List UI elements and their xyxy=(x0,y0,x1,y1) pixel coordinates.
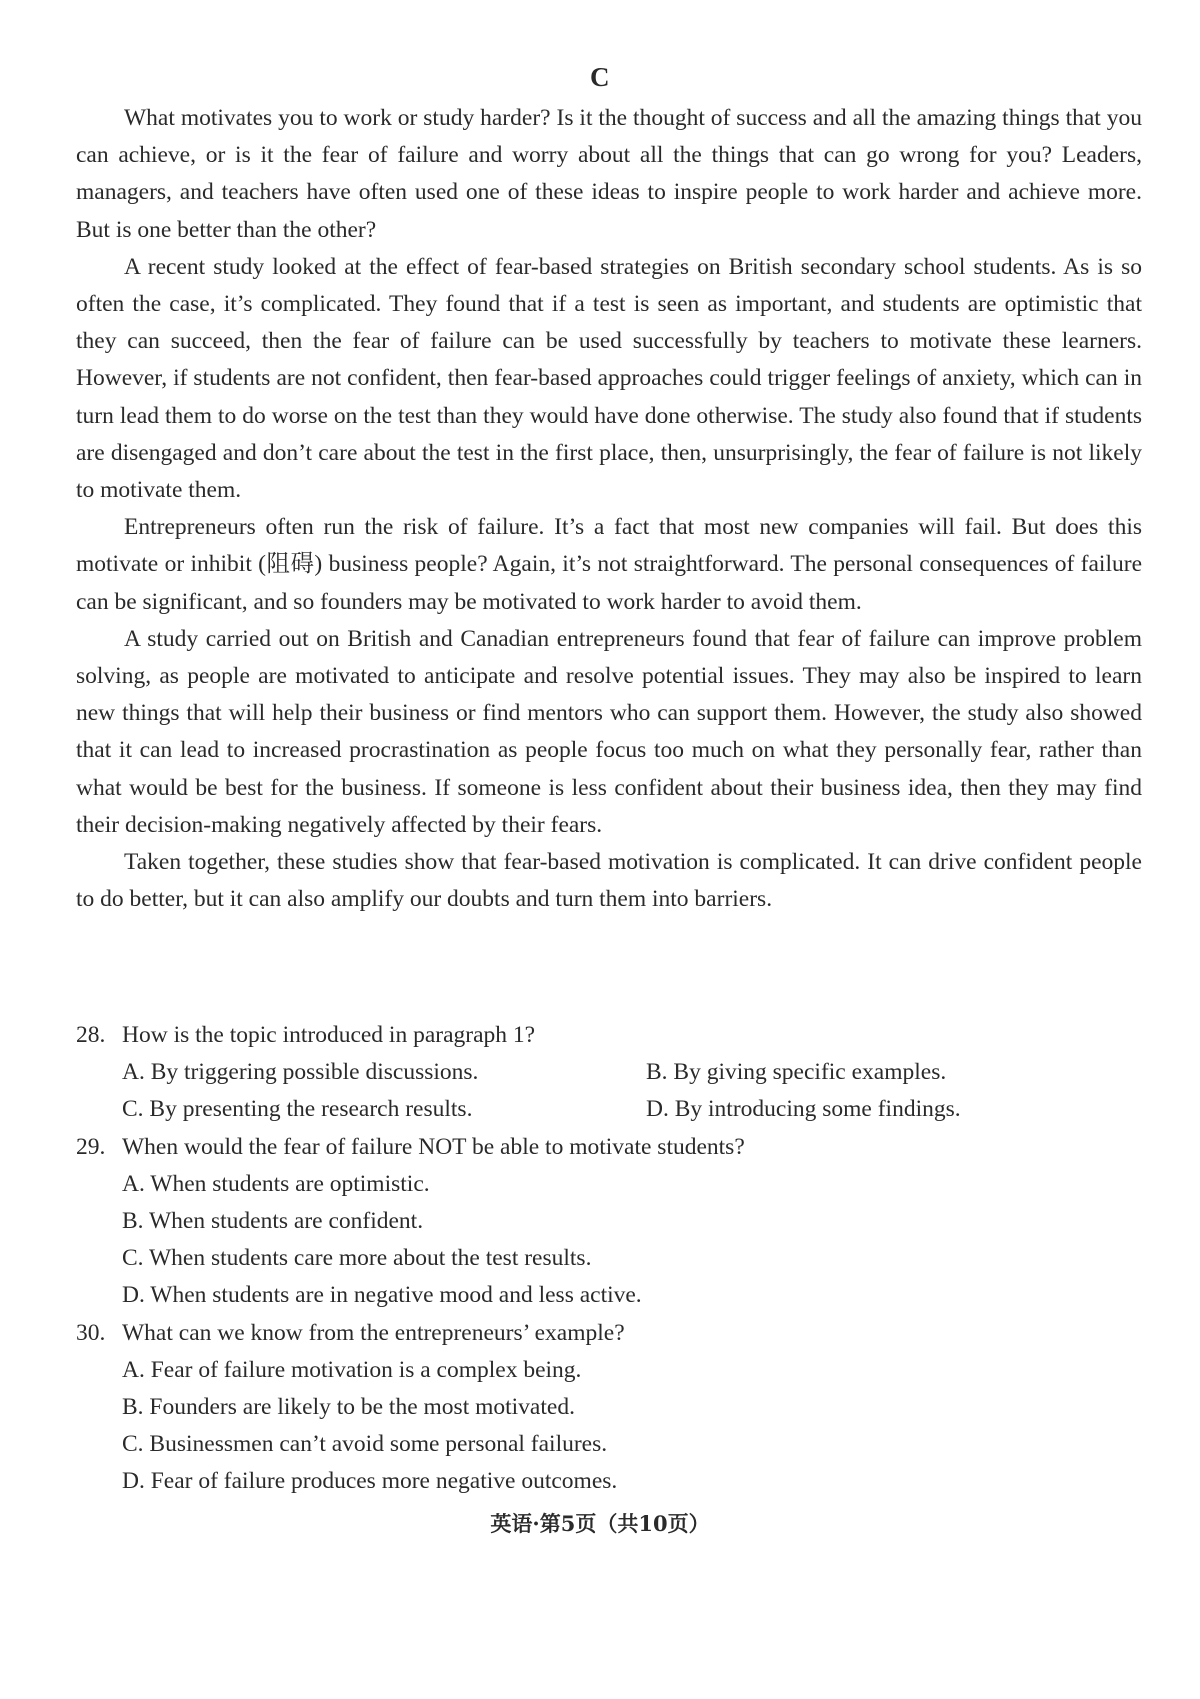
question-number: 29. xyxy=(76,1133,106,1160)
question-30 xyxy=(76,1315,1142,1501)
option-c: C. When students care more about the test results. xyxy=(122,1245,592,1272)
passage-paragraph-4: A study carried out on British and Canadian entrepreneurs found that fear of failure can improve problem solving, as people are motivated to anticipate and resolve potential issues. They may also be inspired to learn new things that will help their business or find mentors who can support them. However, the study also showed that it can lead to increased procrastination as people focus too much on what they personally fear, rather than what would be best for the business. If someone is less confident about their business idea, then they may find their decision-making negatively affected by their fears. xyxy=(76,625,1142,838)
section-letter: C xyxy=(590,62,610,92)
option-d: D. Fear of failure produces more negative outcomes. xyxy=(122,1468,618,1495)
option-c: C. Businessmen can’t avoid some personal failures. xyxy=(122,1431,608,1458)
question-stem xyxy=(76,1129,1142,1166)
option-b: B. Founders are likely to be the most motivated. xyxy=(122,1394,575,1421)
option-d: D. When students are in negative mood and less active. xyxy=(122,1282,642,1309)
option-group xyxy=(76,1352,1142,1501)
option-c: C. By presenting the research results. xyxy=(122,1096,473,1123)
question-number: 28. xyxy=(76,1022,106,1048)
passage-paragraph-3: Entrepreneurs often run the risk of failure. It’s a fact that most new companies will fail. But does this motivate or inhibit (阻碍) business people? Again, it’s not straightforward. The personal consequences of failure can be significant, and so founders may be motivated to work harder to avoid them. xyxy=(76,514,1142,615)
option-group xyxy=(76,1054,1142,1128)
passage-paragraph-2: A recent study looked at the effect of fear-based strategies on British secondary school students. As is so often the case, it’s complicated. They found that if a test is seen as important, and students are optimistic that they can succeed, then the fear of failure can be used successfully by teachers to motivate these learners. However, if students are not confident, then fear-based approaches could trigger feelings of anxiety, which can in turn lead them to do worse on the test than they would have done otherwise. The study also found that if students are disengaged and don’t care about the test in the first place, then, unsurprisingly, the fear of failure is not likely to motivate them. xyxy=(76,253,1142,504)
option-d: D. By introducing some findings. xyxy=(646,1096,961,1123)
option-b: B. When students are confident. xyxy=(122,1208,424,1235)
page-footer: 英语·第5页（共10页） xyxy=(490,1511,710,1536)
passage-paragraph-5: Taken together, these studies show that fear-based motivation is complicated. It can drive confident people to do better, but it can also amplify our doubts and turn them into barriers. xyxy=(76,849,1142,913)
question-text: When would the fear of failure NOT be able to motivate students? xyxy=(122,1133,745,1160)
question-stem xyxy=(76,1017,1142,1054)
question-text: What can we know from the entrepreneurs’ example? xyxy=(122,1319,625,1346)
passage-paragraph-1: What motivates you to work or study harder? Is it the thought of success and all the amazing things that you can achieve, or is it the fear of failure and worry about all the things that can go wrong for you? Leaders, managers, and teachers have often used one of these ideas to inspire people to work harder and achieve more. But is one better than the other? xyxy=(76,105,1142,243)
option-group xyxy=(76,1166,1142,1315)
question-number: 30. xyxy=(76,1319,106,1346)
option-a: A. Fear of failure motivation is a complex being. xyxy=(122,1356,582,1383)
question-stem xyxy=(76,1315,1142,1352)
option-a: A. When students are optimistic. xyxy=(122,1170,430,1197)
reading-passage xyxy=(76,100,1142,918)
question-text: How is the topic introduced in paragraph 1? xyxy=(122,1022,536,1048)
question-28 xyxy=(76,1017,1142,1129)
question-list xyxy=(76,1017,1142,1501)
question-29 xyxy=(76,1129,1142,1315)
option-a: A. By triggering possible discussions. xyxy=(122,1059,479,1086)
option-b: B. By giving specific examples. xyxy=(646,1059,947,1086)
